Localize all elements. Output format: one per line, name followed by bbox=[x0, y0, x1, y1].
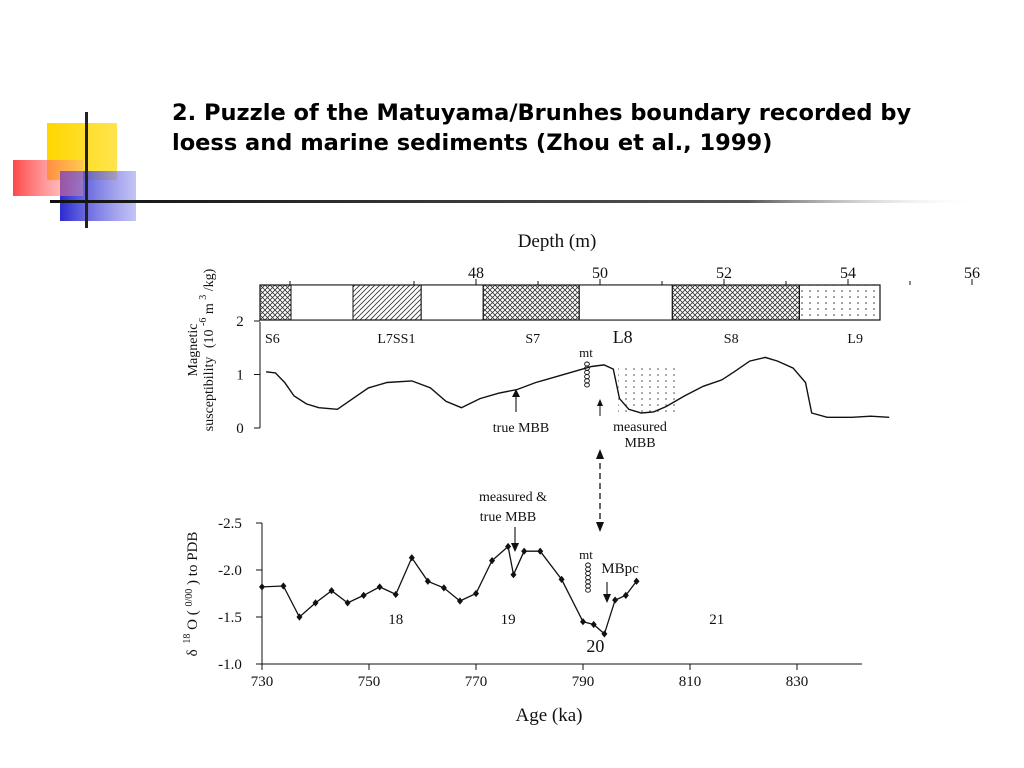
oxygen-isotope-panel bbox=[178, 490, 862, 726]
measured-mbb-label-line1: measured bbox=[613, 420, 667, 435]
correlation-arrowhead-up bbox=[596, 449, 604, 459]
age-tick-label: 770 bbox=[464, 674, 488, 690]
measured-mbb-arrowhead bbox=[597, 399, 603, 406]
age-tick-label: 790 bbox=[571, 674, 595, 690]
age-tick-label: 750 bbox=[357, 674, 381, 690]
depth-tick-label: 56 bbox=[964, 265, 980, 282]
unit-label-s8: S8 bbox=[723, 332, 739, 347]
isotope-y-ticks bbox=[218, 516, 262, 673]
stratigraphy-units bbox=[260, 285, 880, 320]
isotope-tick-label: -2.5 bbox=[218, 516, 242, 532]
age-tick-label: 730 bbox=[250, 674, 274, 690]
ylabel-unit-mid: m bbox=[202, 303, 217, 315]
iso-ylabel-exp18: 18 bbox=[182, 633, 193, 644]
age-axis-label: Age (ka) bbox=[515, 705, 583, 726]
susceptibility-tick-label: 1 bbox=[236, 367, 244, 384]
stratum-s8 bbox=[672, 285, 799, 320]
isotope-point bbox=[361, 592, 367, 599]
isotope-point bbox=[377, 583, 383, 590]
unit-label-l8: L8 bbox=[612, 327, 633, 347]
coil-loop bbox=[585, 383, 590, 387]
susceptibility-y-ticks bbox=[236, 314, 260, 437]
stage-label-20: 20 bbox=[586, 636, 605, 656]
coil-loop bbox=[585, 375, 590, 379]
bottom-mt-coil-symbol bbox=[586, 563, 591, 592]
age-tick-label: 830 bbox=[785, 674, 809, 690]
coil-loop bbox=[585, 370, 590, 374]
iso-ylabel-permil: 0/00 bbox=[184, 588, 195, 607]
measured-true-mbb-label-line1: measured & bbox=[478, 490, 548, 505]
stage-label-21: 21 bbox=[709, 612, 725, 628]
isotope-tick-label: -1.0 bbox=[218, 657, 242, 673]
svg-text:Magnetic bbox=[186, 324, 201, 377]
stratum-s6 bbox=[260, 285, 291, 320]
isotope-point bbox=[280, 582, 286, 589]
unit-label-s6: S6 bbox=[265, 332, 280, 347]
measured-true-mbb-arrowhead bbox=[511, 543, 519, 552]
age-tick-label: 810 bbox=[678, 674, 702, 690]
depth-ticks bbox=[290, 265, 980, 285]
ylabel-exp2: 3 bbox=[198, 294, 209, 300]
depth-tick-label: 52 bbox=[716, 265, 732, 282]
stratum-blank bbox=[421, 285, 483, 320]
bottom-mt-label: mt bbox=[579, 547, 593, 562]
slide-title: 2. Puzzle of the Matuyama/Brunhes boundary recorded by loess and marine sediments (Zhou et al., 1999) bbox=[172, 100, 912, 156]
iso-ylabel-rest: ) to PDB bbox=[185, 531, 201, 585]
susceptibility-line bbox=[266, 357, 889, 417]
correlation-arrowhead-down bbox=[596, 522, 604, 532]
isotope-point bbox=[510, 571, 516, 578]
isotope-point bbox=[259, 583, 265, 590]
isotope-point bbox=[612, 596, 618, 603]
isotope-point bbox=[393, 591, 399, 598]
unit-label-s7: S7 bbox=[525, 332, 541, 347]
coil-loop bbox=[586, 580, 591, 584]
top-mt-coil-symbol bbox=[585, 362, 590, 387]
mbpc-arrowhead bbox=[603, 594, 611, 603]
iso-ylabel-o: O ( bbox=[185, 610, 201, 630]
mbpc-label: MBpc bbox=[601, 561, 639, 577]
coil-loop bbox=[586, 584, 591, 588]
susceptibility-tick-label: 2 bbox=[236, 314, 244, 330]
isotope-tick-label: -1.5 bbox=[218, 610, 242, 626]
coil-loop bbox=[586, 571, 591, 575]
top-mt-label: mt bbox=[579, 345, 593, 360]
measured-mbb-label-line2: MBB bbox=[624, 436, 656, 451]
coil-loop bbox=[586, 567, 591, 571]
susceptibility-tick-label: 0 bbox=[236, 421, 244, 437]
iso-ylabel-delta: δ bbox=[185, 649, 201, 657]
unit-label-l9: L9 bbox=[847, 332, 863, 347]
isotope-point bbox=[329, 587, 335, 594]
age-ticks bbox=[251, 664, 809, 690]
svg-text:δ 18 O ( bbox=[178, 532, 201, 657]
true-mbb-label: true MBB bbox=[492, 421, 550, 436]
marine-isotope-stage-labels bbox=[388, 612, 724, 656]
susceptibility-axis-title bbox=[186, 268, 217, 431]
unit-labels bbox=[265, 327, 863, 347]
stratum-l8 bbox=[579, 285, 672, 320]
unit-label-l7ss1: L7SS1 bbox=[377, 332, 416, 347]
stage-label-19: 19 bbox=[500, 612, 516, 628]
coil-loop bbox=[585, 379, 590, 383]
susceptibility-panel bbox=[186, 231, 980, 451]
coil-loop bbox=[586, 576, 591, 580]
stage-label-18: 18 bbox=[388, 612, 404, 628]
depth-tick-label: 48 bbox=[468, 265, 484, 282]
isotope-point bbox=[345, 599, 351, 606]
coil-loop bbox=[586, 588, 591, 592]
stratum-l7ss1 bbox=[353, 285, 421, 320]
isotope-point bbox=[580, 618, 586, 625]
ylabel-line1: Magnetic bbox=[186, 323, 201, 377]
stratum-l9 bbox=[799, 285, 880, 320]
depth-tick-label: 54 bbox=[840, 265, 856, 282]
ylabel-exp1: -6 bbox=[198, 317, 209, 326]
isotope-point bbox=[521, 548, 527, 555]
depth-tick-label: 50 bbox=[592, 265, 608, 282]
stratum-s7 bbox=[483, 285, 579, 320]
coil-loop bbox=[586, 563, 591, 567]
ylabel-unit-open: (10 bbox=[202, 329, 217, 349]
depth-axis-label: Depth (m) bbox=[517, 231, 597, 252]
ylabel-line2: susceptibility bbox=[202, 356, 217, 432]
isotope-axis-title bbox=[178, 532, 201, 657]
isotope-point bbox=[473, 590, 479, 597]
coil-loop bbox=[585, 362, 590, 366]
stratum-blank bbox=[291, 285, 353, 320]
measured-true-mbb-label-line2: true MBB bbox=[479, 510, 537, 525]
ylabel-unit-close: /kg) bbox=[202, 268, 217, 292]
isotope-tick-label: -2.0 bbox=[218, 563, 242, 579]
